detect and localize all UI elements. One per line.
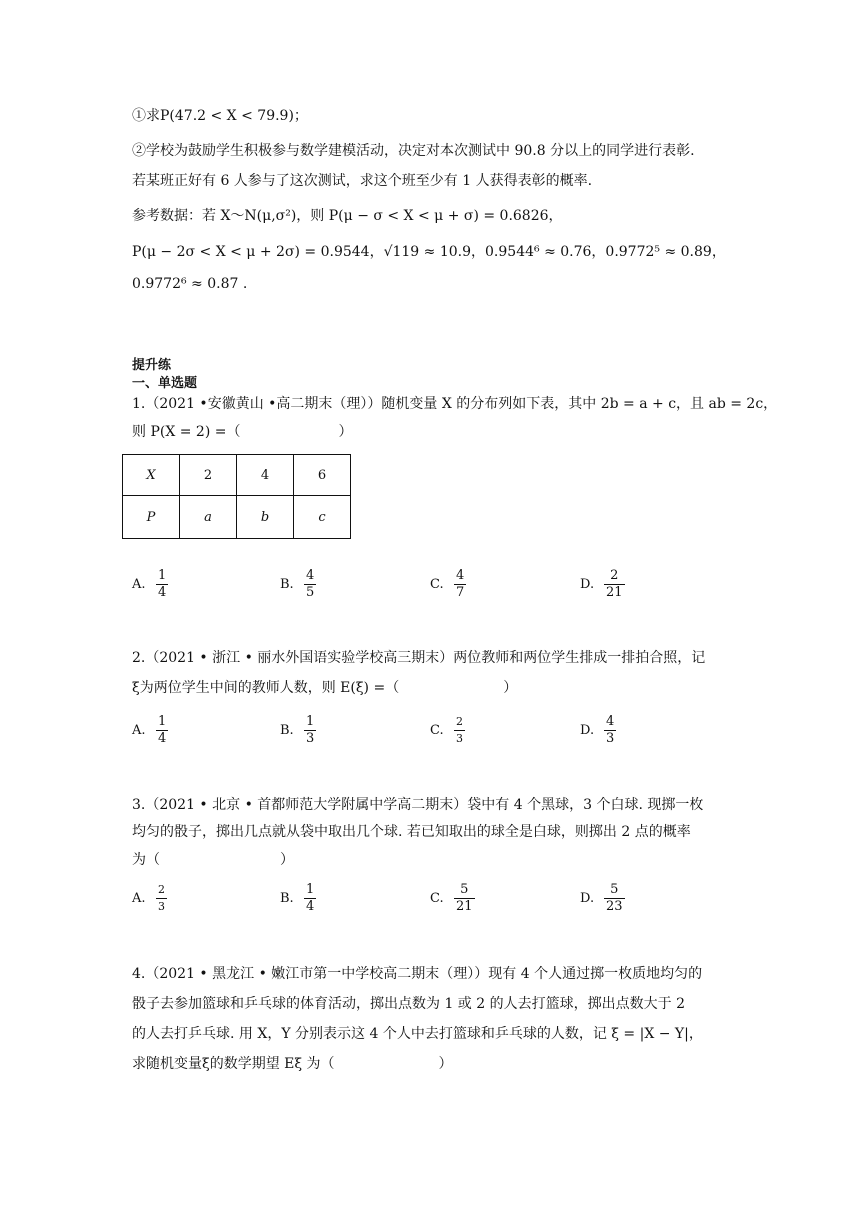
question-1-stem-end: 则 P(X = 2) =（ — [132, 424, 241, 440]
q2-option-b[interactable]: B. $\frac{1}{3}$ — [280, 714, 315, 746]
question-4-line1: 4.（2021 • 黑龙江 • 嫩江市第一中学校高二期末（理））现有 4 个人通过掷一枚质地均匀的 — [132, 966, 703, 982]
question-3-line3 — [132, 850, 294, 870]
q1-option-c[interactable]: C. $\frac{4}{7}$ — [430, 568, 465, 600]
question-2-stem-end: ξ为两位学生中间的教师人数，则 E(ξ) =（ — [132, 680, 400, 696]
table-cell: P — [123, 496, 180, 539]
part-a-q2-line2: 若某班正好有 6 人参与了这次测试，求这个班至少有 1 人获得表彰的概率. — [132, 173, 593, 189]
q1-option-d[interactable]: D. $\frac{2}{21}$ — [580, 568, 623, 600]
question-2-line2 — [132, 678, 517, 698]
fraction: $\frac{5}{21}$ — [456, 882, 473, 914]
fraction: $\frac{1}{4}$ — [306, 882, 315, 914]
question-3-stem-end: 为（ — [132, 852, 160, 868]
question-4-line2: 骰子去参加篮球和乒乓球的体育活动，掷出点数为 1 或 2 的人去打篮球，掷出点数大于 2 — [132, 996, 685, 1012]
fraction: $\frac{5}{23}$ — [606, 882, 623, 914]
fraction: $\frac{1}{4}$ — [158, 568, 167, 600]
table-row — [123, 496, 351, 539]
fraction: $\frac{4}{7}$ — [456, 568, 465, 600]
fraction: $\frac{2}{3}$ — [456, 715, 463, 745]
part-a-q1: ①求P(47.2 < X < 79.9)； — [132, 108, 308, 124]
fraction: $\frac{1}{3}$ — [306, 714, 315, 746]
table-cell: 6 — [294, 455, 351, 496]
question-4-close-paren: ） — [438, 1056, 453, 1072]
table-row — [123, 455, 351, 496]
table-cell: c — [294, 496, 351, 539]
question-4-line4 — [132, 1054, 453, 1074]
q2-option-c[interactable]: C. $\frac{2}{3}$ — [430, 715, 463, 745]
fraction: $\frac{2}{21}$ — [606, 568, 623, 600]
fraction: $\frac{1}{4}$ — [158, 714, 167, 746]
question-4-stem-end: 求随机变量ξ的数学期望 Eξ 为（ — [132, 1056, 335, 1072]
part-a-q2-line1: ②学校为鼓励学生积极参与数学建模活动，决定对本次测试中 90.8 分以上的同学进行表彰. — [132, 143, 695, 159]
fraction: $\frac{4}{5}$ — [306, 568, 315, 600]
q3-option-c[interactable]: C. $\frac{5}{21}$ — [430, 882, 473, 914]
q3-option-a[interactable]: A. $\frac{2}{3}$ — [132, 883, 165, 913]
question-1-line2 — [132, 422, 352, 442]
fraction: $\frac{2}{3}$ — [158, 883, 165, 913]
table-cell: b — [237, 496, 294, 539]
q3-option-d[interactable]: D. $\frac{5}{23}$ — [580, 882, 623, 914]
question-1-line1: 1.（2021 •安徽黄山 •高二期末（理））随机变量 X 的分布列如下表，其中 2b = a + c，且 ab = 2c， — [132, 396, 778, 412]
question-1-close-paren: ） — [338, 424, 353, 440]
q1-option-b[interactable]: B. $\frac{4}{5}$ — [280, 568, 315, 600]
question-2-line1: 2.（2021 • 浙江 • 丽水外国语实验学校高三期末）两位教师和两位学生排成一排拍合照，记 — [132, 650, 706, 666]
distribution-table — [122, 454, 351, 539]
table-cell: 2 — [180, 455, 237, 496]
q2-option-a[interactable]: A. $\frac{1}{4}$ — [132, 714, 167, 746]
table-cell: X — [123, 455, 180, 496]
table-cell: a — [180, 496, 237, 539]
reference-data-line2: P(μ − 2σ < X < μ + 2σ) = 0.9544，√119 ≈ 10.9，0.9544⁶ ≈ 0.76，0.9772⁵ ≈ 0.89， — [132, 244, 726, 260]
question-2-close-paren: ） — [503, 680, 518, 696]
question-3-line1: 3.（2021 • 北京 • 首都师范大学附属中学高二期末）袋中有 4 个黑球，3 个白球. 现掷一枚 — [132, 797, 704, 813]
fraction: $\frac{4}{3}$ — [606, 714, 615, 746]
q2-option-d[interactable]: D. $\frac{4}{3}$ — [580, 714, 615, 746]
q1-option-a[interactable]: A. $\frac{1}{4}$ — [132, 568, 167, 600]
table-cell: 4 — [237, 455, 294, 496]
question-4-line3: 的人去打乒乓球. 用 X，Y 分别表示这 4 个人中去打篮球和乒乓球的人数，记 ξ = |X − Y|， — [132, 1026, 703, 1042]
question-3-line2: 均匀的骰子，掷出几点就从袋中取出几个球. 若已知取出的球全是白球，则掷出 2 点的概率 — [132, 824, 691, 840]
reference-data-line3: 0.9772⁶ ≈ 0.87 . — [132, 276, 248, 292]
section-subtitle: 一、单选题 — [132, 376, 198, 391]
question-3-close-paren: ） — [280, 852, 294, 868]
q3-option-b[interactable]: B. $\frac{1}{4}$ — [280, 882, 315, 914]
section-title: 提升练 — [132, 358, 172, 373]
reference-data-line1: 参考数据：若 X～N(μ,σ²)，则 P(μ − σ < X < μ + σ) = 0.6826， — [132, 208, 563, 224]
